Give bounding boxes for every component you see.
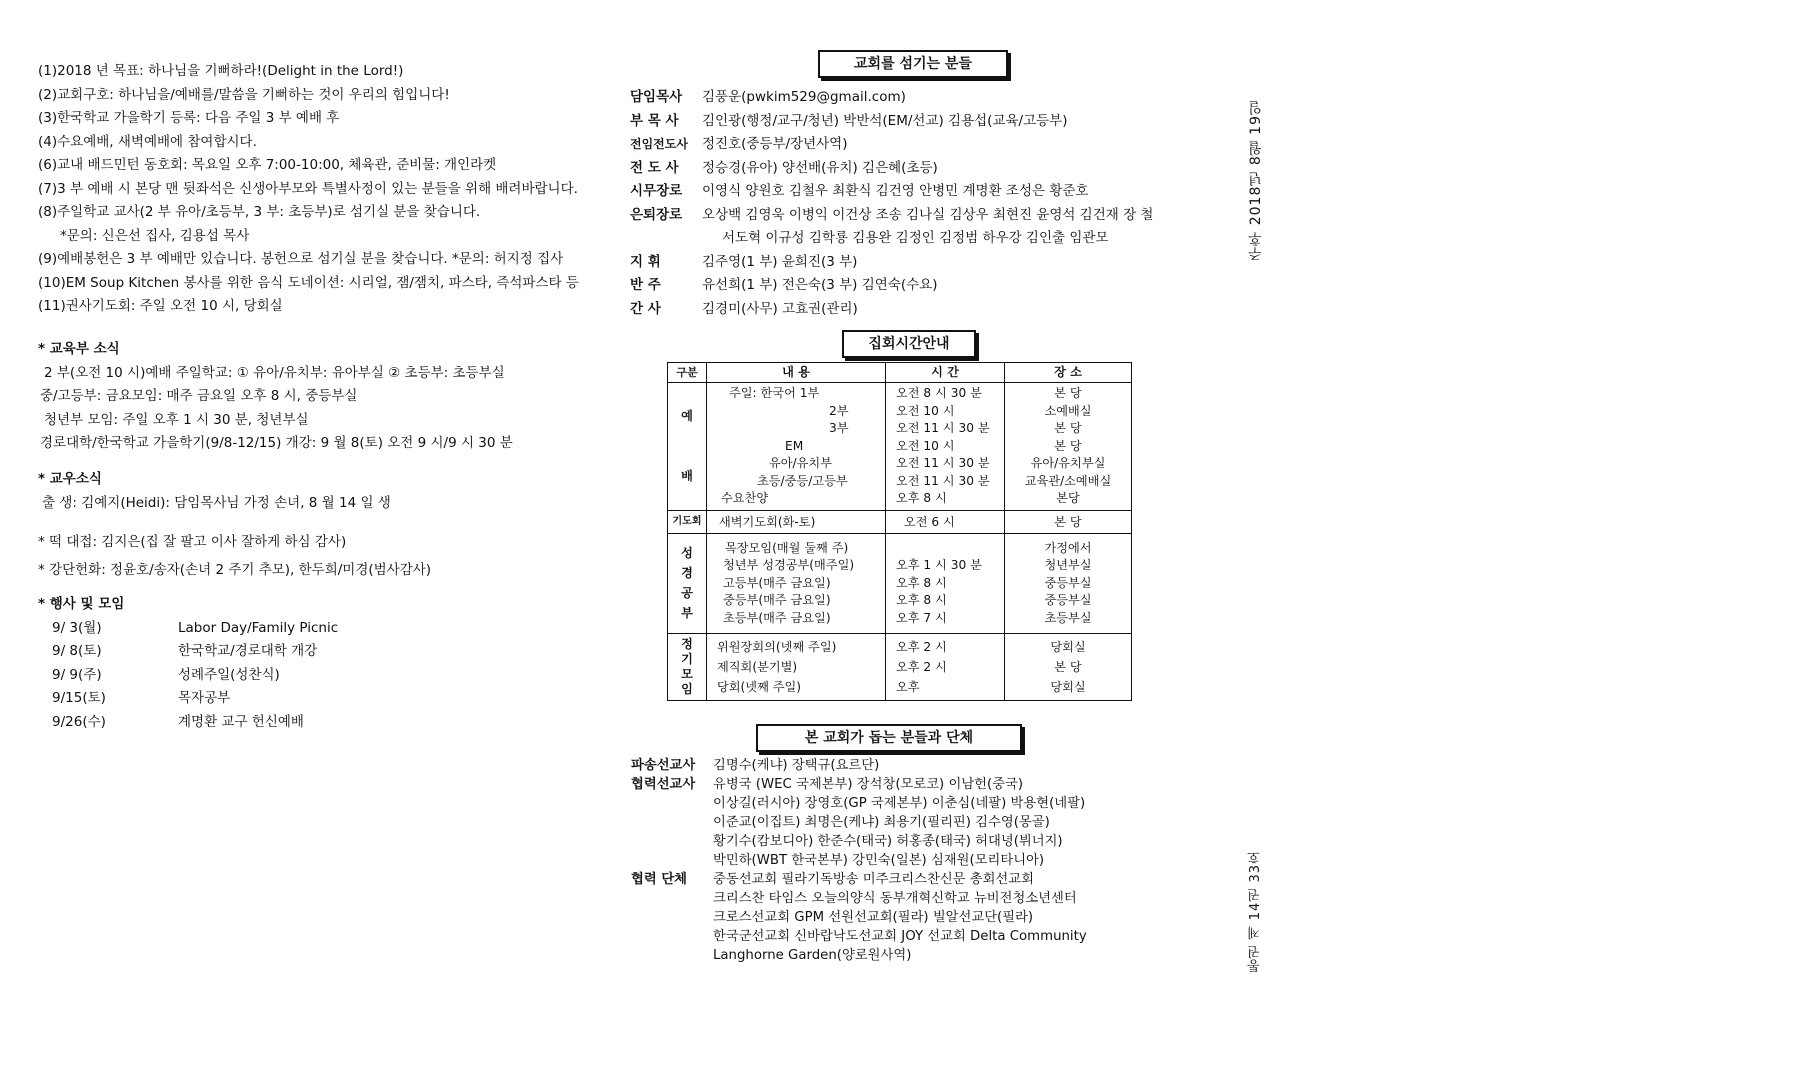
missions-row	[631, 946, 1087, 965]
staff-role: 부 목 사	[630, 112, 679, 129]
schedule-bible-row	[668, 533, 1132, 634]
worship-item: 2부	[829, 403, 849, 418]
meeting-place: 당회실	[1050, 680, 1086, 694]
worship-time: 오전 11 시 30 분	[896, 456, 990, 470]
staff-role: 지 휘	[630, 253, 661, 270]
event-date: 9/ 8(토)	[52, 643, 102, 659]
staff-names: 정진호(중등부/장년사역)	[702, 136, 848, 152]
event-row	[38, 664, 338, 688]
schedule-title: 집회시간안내	[842, 330, 976, 358]
announcement-3: (3)한국학교 가을학기 등록: 다음 주일 3 부 예배 후	[38, 110, 340, 126]
missions-row	[631, 889, 1087, 908]
event-row	[38, 617, 338, 641]
event-name: 계명환 교구 헌신예배	[178, 713, 304, 730]
staff-row	[630, 180, 1153, 204]
announcement-6: (6)교내 배드민턴 동호회: 목요일 오후 7:00-10:00, 체육관, 준비물: 개인라켓	[38, 157, 497, 173]
missions-title: 본 교회가 돕는 분들과 단체	[756, 724, 1022, 752]
schedule-time	[886, 634, 1005, 701]
missions-text: 크로스선교회 GPM 선원선교회(필라) 빌알선교단(필라)	[713, 910, 1034, 925]
missions-text: 중동선교회 필라기독방송 미주크리스찬신문 총회선교회	[713, 872, 1034, 887]
event-date: 9/15(토)	[52, 690, 106, 706]
missions-role: 협력선교사	[631, 777, 696, 792]
schedule-meeting-row	[668, 634, 1132, 701]
schedule-header: 장 소	[1005, 363, 1132, 383]
staff-role: 전 도 사	[630, 159, 679, 176]
missions-list	[631, 756, 1087, 965]
missions-text: 유병국 (WEC 국제본부) 장석창(모로코) 이남헌(중국)	[713, 777, 1024, 792]
member-news	[38, 468, 391, 515]
bulletin-date: 주후 2018년 8월 19일	[1248, 100, 1264, 261]
missions-text: 이준교(이집트) 최명은(케냐) 최용기(필리핀) 김수영(몽골)	[713, 815, 1050, 830]
meeting-time: 오후	[896, 680, 920, 694]
bible-item: 청년부 성경공부(매주일)	[723, 558, 855, 572]
missions-row	[631, 832, 1087, 851]
event-date: 9/ 9(주)	[52, 666, 102, 683]
schedule-place	[1005, 533, 1132, 634]
bible-time: 오후 8 시	[896, 593, 947, 607]
events-title: * 행사 및 모임	[38, 596, 125, 612]
worship-place: 본 당	[1054, 421, 1082, 435]
bible-place: 초등부실	[1044, 610, 1092, 625]
announcement-11: (11)권사기도회: 주일 오전 10 시, 당회실	[38, 298, 283, 314]
event-name: 목자공부	[178, 690, 231, 706]
staff-names: 정승경(유아) 양선배(유치) 김은혜(초등)	[702, 159, 938, 176]
staff-row	[630, 227, 1153, 251]
schedule-header-row	[668, 363, 1132, 383]
worship-time: 오전 10 시	[896, 403, 955, 418]
missions-text: 황기수(캄보디아) 한준수(태국) 허홍종(태국) 허대녕(뷔너지)	[713, 834, 1063, 849]
missions-role: 파송선교사	[631, 758, 696, 773]
staff-list	[630, 86, 1153, 321]
announcement-10: (10)EM Soup Kitchen 봉사를 위한 음식 도네이션: 시리얼, 잼/잼치, 파스타, 즉석파스타 등	[38, 274, 579, 291]
schedule-content: 새벽기도회(화-토)	[707, 510, 886, 533]
announcement-1: (1)2018 년 목표: 하나님을 기뻐하라!(Delight in the Lord!)	[38, 63, 404, 79]
missions-row	[631, 908, 1087, 927]
staff-names: 유선희(1 부) 전은숙(3 부) 김연숙(수요)	[702, 277, 938, 293]
meeting-time: 오후 2 시	[896, 660, 947, 674]
meeting-item: 위원장회의(넷째 주일)	[717, 640, 837, 654]
event-name: Labor Day/Family Picnic	[178, 619, 339, 636]
staff-names: 김경미(사무) 고효권(관리)	[702, 300, 858, 317]
worship-place: 본 당	[1054, 438, 1082, 453]
education-section	[38, 338, 513, 456]
rice-cake-text: * 떡 대접: 김지은(집 잘 팔고 이사 잘하게 하심 감사)	[38, 534, 347, 550]
missions-row	[631, 927, 1087, 946]
missions-text: Langhorne Garden(양로원사역)	[713, 948, 912, 963]
schedule-header: 시 간	[886, 363, 1005, 383]
schedule-content	[707, 533, 886, 634]
education-item: 경로대학/한국학교 가을학기(9/8-12/15) 개강: 9 월 8(토) 오전 9 시/9 시 30 분	[40, 435, 513, 451]
event-date: 9/26(수)	[52, 713, 106, 730]
worship-place: 본 당	[1054, 386, 1082, 400]
worship-item: 초등/중등/고등부	[757, 473, 848, 488]
bible-time: 오후 7 시	[896, 610, 947, 625]
schedule-worship-row	[668, 383, 1132, 511]
announcement-7: (7)3 부 예배 시 본당 맨 뒷좌석은 신생아부모와 특별사정이 있는 분들을 위해 배려바랍니다.	[38, 180, 578, 197]
staff-role: 반 주	[630, 277, 661, 293]
announcement-8: (8)주일학교 교사(2 부 유아/초등부, 3 부: 초등부)로 섬기실 분을 찾습니다.	[38, 204, 481, 220]
staff-role: 담임목사	[630, 89, 683, 105]
staff-names: 오상백 김영욱 이병익 이건상 조송 김나실 김상우 최현진 윤영석 김건재 장 철	[702, 206, 1154, 223]
bible-time: 오후 1 시 30 분	[896, 558, 982, 572]
schedule-place: 본 당	[1005, 510, 1132, 533]
missions-row	[631, 813, 1087, 832]
schedule-table	[667, 362, 1132, 701]
missions-text: 크리스찬 타임스 오늘의양식 동부개혁신학교 뉴비전청소년센터	[713, 891, 1077, 906]
meeting-item: 당회(넷째 주일)	[717, 680, 802, 694]
worship-time: 오전 11 시 30 분	[896, 421, 990, 435]
staff-role: 시무장로	[630, 183, 683, 199]
staff-names: 서도혁 이규성 김학룡 김용완 김정인 김정범 하우강 김인출 임관모	[722, 230, 1109, 246]
worship-item: EM	[785, 438, 804, 453]
meeting-time: 오후 2 시	[896, 640, 947, 654]
announcement-9: (9)예배봉헌은 3 부 예배만 있습니다. 봉헌으로 섬기실 분을 찾습니다. *문의: 허지정 집사	[38, 251, 564, 267]
schedule-time	[886, 533, 1005, 634]
worship-item: 수요찬양	[721, 491, 769, 505]
bible-item: 고등부(매주 금요일)	[723, 575, 831, 590]
schedule-category: 예 배	[668, 383, 707, 511]
worship-place: 유아/유치부실	[1030, 456, 1106, 470]
worship-item: 3부	[829, 421, 849, 435]
missions-role: 협력 단체	[631, 872, 688, 887]
missions-row	[631, 870, 1087, 889]
schedule-place	[1005, 634, 1132, 701]
staff-row	[630, 110, 1153, 134]
schedule-category: 정 기 모 임	[668, 634, 707, 701]
schedule-time: 오전 6 시	[886, 510, 1005, 533]
missions-row	[631, 756, 1087, 775]
missions-text: 이상길(러시아) 장영호(GP 국제본부) 이춘심(네팔) 박용현(네팔)	[713, 796, 1086, 811]
worship-place: 소예배실	[1044, 403, 1092, 418]
schedule-header: 내 용	[707, 363, 886, 383]
event-date: 9/ 3(월)	[52, 619, 102, 636]
events-section	[38, 593, 338, 734]
rice-cake-offering	[38, 531, 346, 555]
worship-time: 오전 11 시 30 분	[896, 473, 990, 488]
event-name: 한국학교/경로대학 개강	[178, 643, 318, 659]
worship-time: 오후 8 시	[896, 491, 947, 505]
bible-place: 중등부실	[1044, 575, 1092, 590]
bible-item: 중등부(매주 금요일)	[723, 593, 831, 607]
education-item: 2 부(오전 10 시)예배 주일학교: ① 유아/유치부: 유아부실 ② 초등부: 초등부실	[44, 364, 505, 381]
meeting-place: 본 당	[1054, 660, 1082, 674]
staff-row	[630, 274, 1153, 298]
worship-place: 본당	[1056, 491, 1080, 505]
member-news-title: * 교우소식	[38, 471, 102, 487]
staff-row	[630, 251, 1153, 275]
staff-row	[630, 157, 1153, 181]
schedule-category: 기도회	[668, 510, 707, 533]
staff-role: 간 사	[630, 300, 661, 317]
schedule-category: 성 경 공 부	[668, 533, 707, 634]
member-news-item: 출 생: 김예지(Heidi): 담임목사님 가정 손녀, 8 월 14 일 생	[42, 494, 391, 511]
bible-time: 오후 8 시	[896, 575, 947, 590]
staff-row	[630, 204, 1153, 228]
worship-time: 오전 10 시	[896, 438, 955, 453]
meeting-place: 당회실	[1050, 640, 1086, 654]
missions-text: 김명수(케냐) 장택규(요르단)	[713, 758, 880, 773]
staff-role: 은퇴장로	[630, 206, 683, 223]
schedule-dawn-row	[668, 510, 1132, 533]
staff-names: 김주영(1 부) 윤희진(3 부)	[702, 253, 858, 270]
worship-place: 교육관/소예배실	[1024, 473, 1112, 488]
worship-time: 오전 8 시 30 분	[896, 386, 982, 400]
bible-place: 중등부실	[1044, 593, 1092, 607]
missions-row	[631, 775, 1087, 794]
education-title: * 교육부 소식	[38, 341, 120, 357]
bulletin-volume: 통권 제 14권 33호	[1248, 850, 1263, 973]
bible-place: 가정에서	[1044, 540, 1092, 555]
announcements	[38, 60, 579, 319]
schedule-content	[707, 634, 886, 701]
schedule-header: 구분	[668, 363, 707, 383]
schedule-content	[707, 383, 886, 511]
meeting-item: 제직회(분기별)	[717, 660, 798, 674]
missions-row	[631, 851, 1087, 870]
announcement-8-contact: *문의: 신은선 집사, 김용섭 목사	[60, 227, 250, 244]
event-row	[38, 687, 338, 711]
bible-time	[896, 540, 1000, 558]
bible-item: 초등부(매주 금요일)	[723, 610, 831, 625]
announcement-2: (2)교회구호: 하나님을/예배를/말씀을 기뻐하는 것이 우리의 힘입니다!	[38, 86, 450, 103]
staff-names: 김인광(행정/교구/청년) 박반석(EM/선교) 김용섭(교육/고등부)	[702, 112, 1068, 129]
missions-text: 한국군선교회 신바랍낙도선교회 JOY 선교회 Delta Community	[713, 929, 1087, 944]
staff-row	[630, 298, 1153, 322]
education-item: 중/고등부: 금요모임: 매주 금요일 오후 8 시, 중등부실	[40, 388, 358, 404]
staff-names: 이영식 양원호 김철우 최환식 김건영 안병민 계명환 조성은 황준호	[702, 183, 1089, 199]
announcement-4: (4)수요예배, 새벽예배에 참여합시다.	[38, 133, 257, 150]
schedule-place	[1005, 383, 1132, 511]
staff-names: 김풍운(pwkim529@gmail.com)	[702, 89, 906, 105]
bible-place: 청년부실	[1044, 558, 1092, 572]
event-row	[38, 640, 338, 664]
worship-item: 주일: 한국어 1부	[729, 386, 820, 400]
staff-title: 교회를 섬기는 분들	[818, 50, 1008, 78]
worship-item: 유아/유치부	[769, 456, 832, 470]
schedule-time	[886, 383, 1005, 511]
missions-text: 박민하(WBT 한국본부) 강민숙(일본) 심재원(모리타니아)	[713, 853, 1045, 868]
education-item: 청년부 모임: 주일 오후 1 시 30 분, 청년부실	[44, 411, 309, 428]
staff-row	[630, 133, 1153, 157]
event-name: 성례주일(성찬식)	[178, 666, 280, 683]
staff-row	[630, 86, 1153, 110]
staff-role: 전임전도사	[630, 137, 688, 151]
altar-flowers	[38, 559, 431, 583]
altar-flowers-text: * 강단헌화: 정윤호/송자(손녀 2 주기 추모), 한두희/미경(범사감사)	[38, 562, 432, 578]
event-row	[38, 711, 338, 735]
missions-row	[631, 794, 1087, 813]
bible-item: 목장모임(매월 둘째 주)	[725, 540, 849, 555]
